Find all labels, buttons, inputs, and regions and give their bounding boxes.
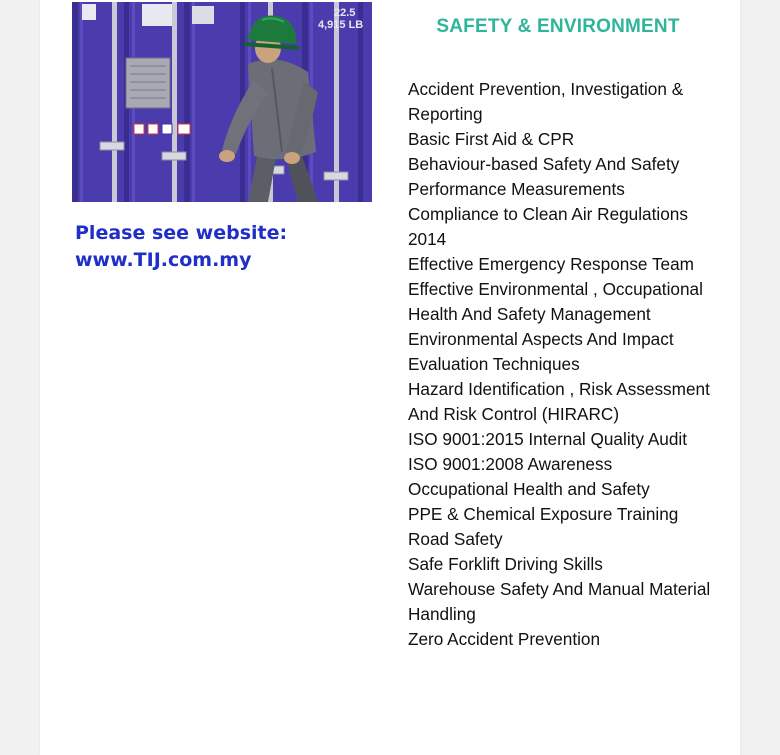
course-item: Zero Accident Prevention [408, 629, 601, 649]
course-item: Safe Forklift Driving Skills [408, 554, 603, 574]
course-item: Environmental Aspects And Impact Evaluation Techniques [408, 329, 674, 374]
container-label-weight-1: 22.5 [334, 7, 356, 19]
website-note-label: Please see website: [75, 222, 288, 244]
course-item: ISO 9001:2015 Internal Quality Audit [408, 429, 688, 449]
safety-worker-photo [72, 2, 372, 202]
course-list [408, 77, 713, 652]
website-url: www.TIJ.com.my [75, 249, 252, 271]
course-item: Behaviour-based Safety And Safety Performance Measurements [408, 154, 680, 199]
course-item: Effective Emergency Response Team [408, 254, 694, 274]
course-item: PPE & Chemical Exposure Training [408, 504, 679, 524]
container-label-weight-2: 4,915 LB [318, 19, 364, 31]
course-item: Basic First Aid & CPR [408, 129, 575, 149]
course-item: Hazard Identification , Risk Assessment And Risk Control (HIRARC) [408, 379, 710, 424]
website-note [75, 220, 355, 274]
course-item: ISO 9001:2008 Awareness [408, 454, 613, 474]
course-item: Occupational Health and Safety [408, 479, 650, 499]
content-page [40, 0, 740, 755]
course-item: Compliance to Clean Air Regulations 2014 [408, 204, 688, 249]
course-item: Accident Prevention, Investigation & Reporting [408, 79, 684, 124]
section-title: SAFETY & ENVIRONMENT [436, 16, 680, 37]
course-item: Road Safety [408, 529, 503, 549]
course-item: Warehouse Safety And Manual Material Handling [408, 579, 711, 624]
course-item: Effective Environmental , Occupational Health And Safety Management [408, 279, 703, 324]
